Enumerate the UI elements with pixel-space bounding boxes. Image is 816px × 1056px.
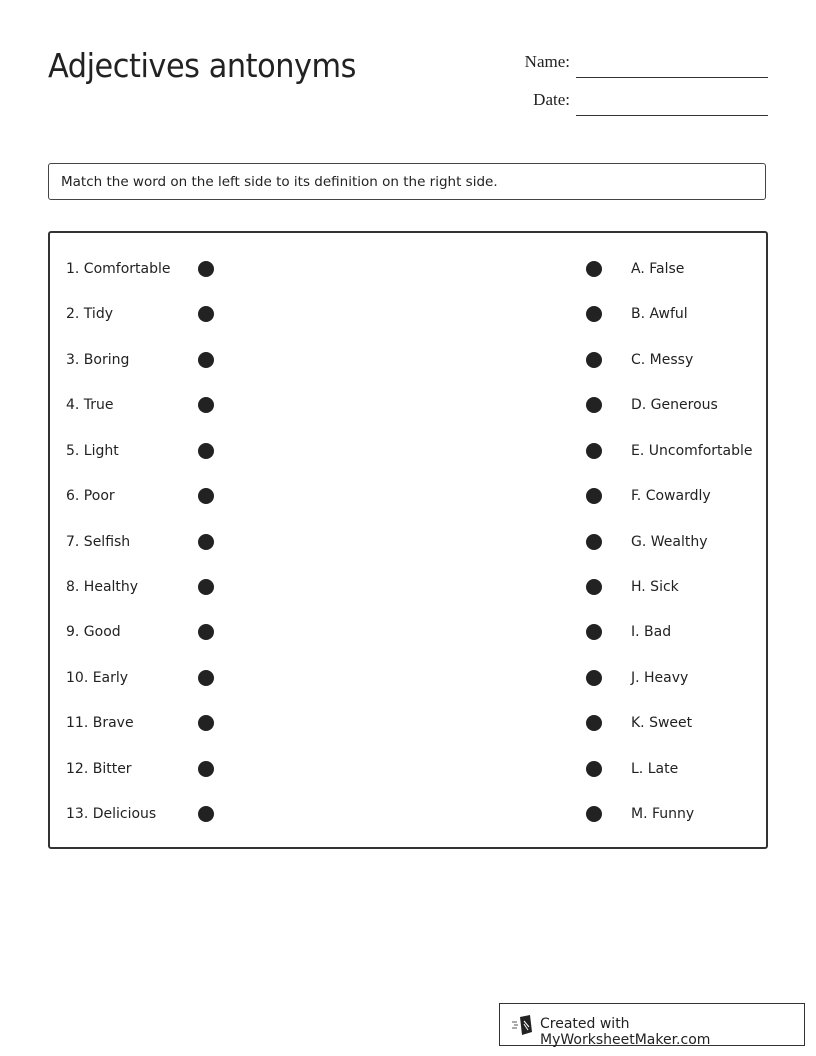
match-row [50,577,766,597]
right-item: I. Bad [631,624,672,640]
right-dot-icon [586,579,602,595]
left-dot-icon [198,761,214,777]
right-item: D. Generous [631,397,718,413]
left-item: 10. Early [66,670,129,686]
left-dot-icon [198,261,214,277]
left-dot-icon [198,397,214,413]
left-dot-icon [198,443,214,459]
right-dot-icon [586,534,602,550]
instructions-text: Match the word on the left side to its definition on the right side. [61,174,498,190]
name-label: Name: [524,52,570,71]
match-row [50,622,766,642]
right-dot-icon [586,670,602,686]
date-field [500,86,768,116]
left-item: 13. Delicious [66,806,157,822]
left-item: 11. Brave [66,715,134,731]
matching-exercise [48,231,768,849]
worksheet-maker-logo-icon [512,1015,534,1035]
left-dot-icon [198,352,214,368]
left-dot-icon [198,579,214,595]
right-dot-icon [586,806,602,822]
match-row [50,486,766,506]
left-dot-icon [198,670,214,686]
right-item: K. Sweet [631,715,693,731]
left-item: 8. Healthy [66,579,139,595]
footer-badge[interactable] [499,1003,805,1046]
instructions-box [48,163,766,200]
match-row [50,350,766,370]
name-field [500,48,768,78]
right-item: E. Uncomfortable [631,443,753,459]
left-item: 3. Boring [66,352,130,368]
right-dot-icon [586,352,602,368]
left-dot-icon [198,306,214,322]
left-item: 7. Selfish [66,534,131,550]
right-dot-icon [586,488,602,504]
left-dot-icon [198,624,214,640]
match-row [50,441,766,461]
match-row [50,713,766,733]
match-row [50,668,766,688]
right-item: H. Sick [631,579,679,595]
footer-text: Created with MyWorksheetMaker.com [540,1016,711,1048]
right-dot-icon [586,443,602,459]
left-item: 1. Comfortable [66,261,171,277]
match-row [50,804,766,824]
left-item: 4. True [66,397,114,413]
right-dot-icon [586,761,602,777]
right-item: A. False [631,261,685,277]
right-item: L. Late [631,761,679,777]
date-label: Date: [533,90,570,109]
right-dot-icon [586,715,602,731]
date-blank-line [576,115,768,116]
left-dot-icon [198,715,214,731]
left-dot-icon [198,534,214,550]
match-row [50,759,766,779]
match-row [50,532,766,552]
left-item: 2. Tidy [66,306,113,322]
left-item: 9. Good [66,624,121,640]
right-item: G. Wealthy [631,534,708,550]
match-row [50,259,766,279]
match-row [50,304,766,324]
match-row [50,395,766,415]
right-dot-icon [586,306,602,322]
right-item: M. Funny [631,806,695,822]
left-dot-icon [198,806,214,822]
left-item: 6. Poor [66,488,115,504]
left-item: 5. Light [66,443,119,459]
right-item: J. Heavy [631,670,689,686]
right-dot-icon [586,397,602,413]
right-dot-icon [586,624,602,640]
page-title: Adjectives antonyms [48,46,356,85]
name-blank-line [576,77,768,78]
left-item: 12. Bitter [66,761,132,777]
right-item: F. Cowardly [631,488,711,504]
right-item: B. Awful [631,306,688,322]
left-dot-icon [198,488,214,504]
right-item: C. Messy [631,352,694,368]
right-dot-icon [586,261,602,277]
